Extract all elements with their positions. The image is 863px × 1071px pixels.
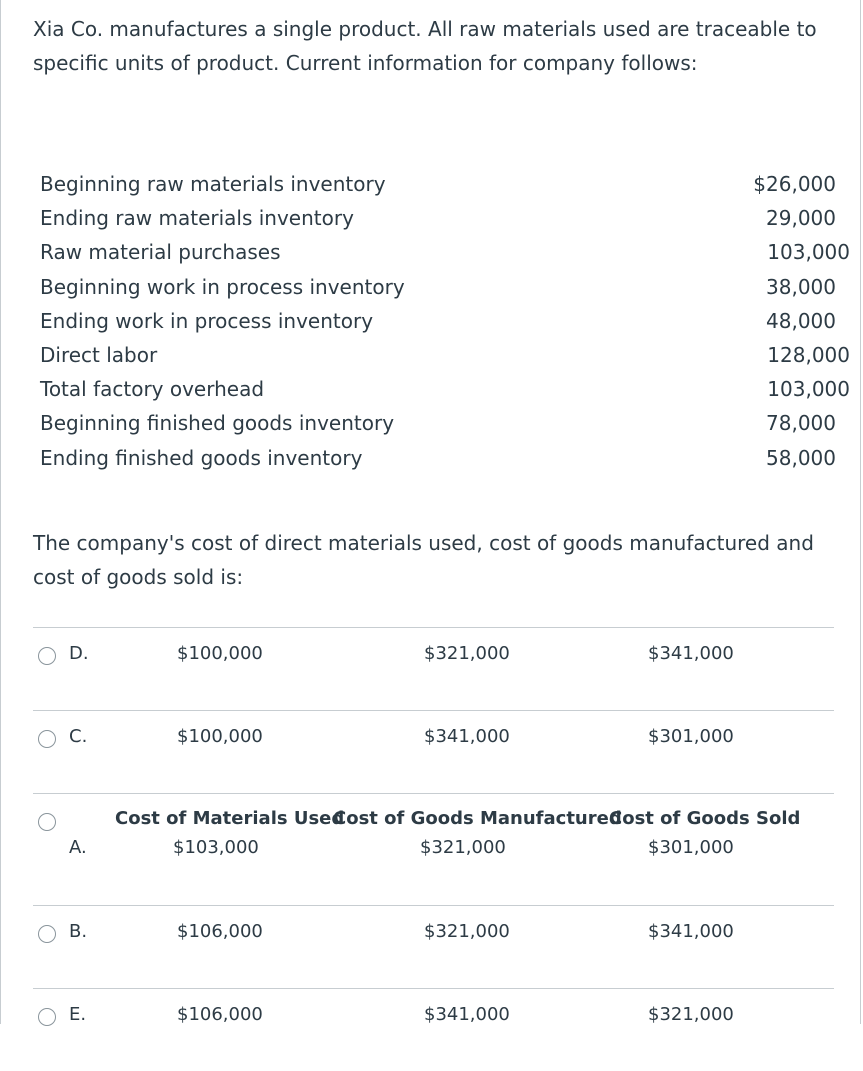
table-row — [40, 338, 850, 372]
sold-value: $341,000 — [648, 643, 734, 664]
item-value: 29,000 — [766, 206, 836, 231]
option-letter: B. — [69, 921, 88, 942]
option-letter: C. — [69, 726, 88, 747]
option-letter: E. — [69, 1004, 87, 1025]
table-row — [40, 167, 850, 201]
cost-data-table — [40, 167, 850, 475]
materials-value: $106,000 — [177, 921, 263, 942]
radio-button-a[interactable] — [38, 813, 56, 831]
item-label: Total factory overhead — [40, 377, 265, 402]
table-row — [40, 372, 850, 406]
item-value: 78,000 — [766, 411, 836, 436]
table-row — [40, 304, 850, 338]
materials-value: $103,000 — [173, 837, 259, 858]
manufactured-value: $321,000 — [424, 921, 510, 942]
radio-button-e[interactable] — [38, 1008, 56, 1026]
problem-intro: Xia Co. manufactures a single product. All raw materials used are traceable to specific units of product. Current information for company follows: — [33, 17, 817, 75]
item-value: $26,000 — [753, 172, 836, 197]
answer-list — [33, 627, 834, 1071]
item-value: 128,000 — [767, 343, 850, 368]
item-label: Ending raw materials inventory — [40, 206, 354, 231]
answer-option-c[interactable] — [33, 710, 834, 793]
item-value: 48,000 — [766, 308, 836, 333]
header-goods-sold: Cost of Goods Sold — [609, 808, 801, 829]
question-text: The company's cost of direct materials used, cost of goods manufactured and cost of goods sold is: — [33, 531, 814, 589]
table-row — [40, 441, 850, 475]
answer-option-b[interactable] — [33, 905, 834, 988]
manufactured-value: $341,000 — [424, 1004, 510, 1025]
table-row — [40, 201, 850, 235]
item-label: Beginning finished goods inventory — [40, 411, 395, 436]
header-goods-manufactured: Cost of Goods Manufactured — [333, 808, 622, 829]
manufactured-value: $321,000 — [424, 643, 510, 664]
sold-value: $321,000 — [648, 1004, 734, 1025]
materials-value: $100,000 — [177, 643, 263, 664]
item-label: Beginning raw materials inventory — [40, 172, 386, 197]
materials-value: $106,000 — [177, 1004, 263, 1025]
sold-value: $301,000 — [648, 726, 734, 747]
sold-value: $341,000 — [648, 921, 734, 942]
radio-button-c[interactable] — [38, 730, 56, 748]
item-label: Beginning work in process inventory — [40, 274, 405, 299]
item-label: Ending finished goods inventory — [40, 445, 363, 470]
manufactured-value: $321,000 — [420, 837, 506, 858]
item-value: 38,000 — [766, 274, 836, 299]
manufactured-value: $341,000 — [424, 726, 510, 747]
item-value: 58,000 — [766, 445, 836, 470]
header-materials-used: Cost of Materials Used — [115, 808, 345, 829]
item-value: 103,000 — [767, 377, 850, 402]
answer-option-a[interactable] — [33, 793, 834, 905]
item-label: Raw material purchases — [40, 240, 281, 265]
table-row — [40, 270, 850, 304]
radio-button-d[interactable] — [38, 647, 56, 665]
radio-button-b[interactable] — [38, 925, 56, 943]
item-label: Direct labor — [40, 343, 158, 368]
sold-value: $301,000 — [648, 837, 734, 858]
materials-value: $100,000 — [177, 726, 263, 747]
option-letter: A. — [69, 837, 87, 858]
item-value: 103,000 — [767, 240, 850, 265]
table-row — [40, 235, 850, 269]
answer-option-e[interactable] — [33, 988, 834, 1071]
option-letter: D. — [69, 643, 89, 664]
item-label: Ending work in process inventory — [40, 308, 374, 333]
table-row — [40, 406, 850, 440]
answer-option-d[interactable] — [33, 627, 834, 710]
